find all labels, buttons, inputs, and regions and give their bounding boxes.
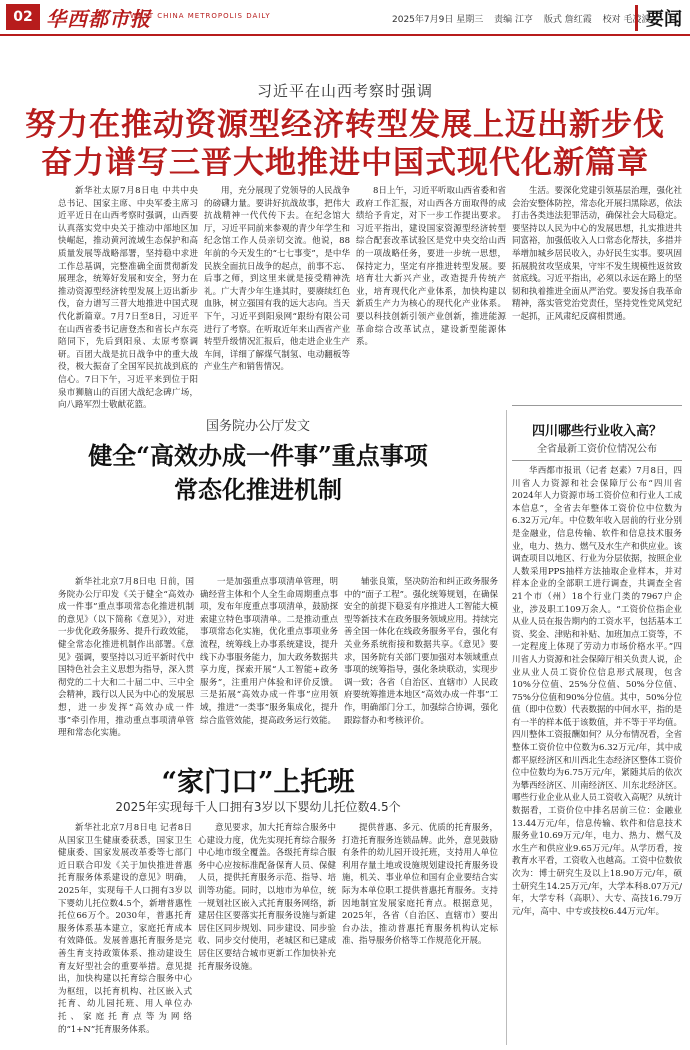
lead-column-3	[356, 185, 506, 400]
paper-logo-en: WEST CHINA METROPOLIS DAILY	[130, 12, 271, 20]
paper-logo: 华西都市报	[46, 7, 151, 31]
lead-paragraph: 用，充分展现了党领导的人民战争的磅礴力量。要讲好抗战故事，把伟大抗战精神一代代传下去。在纪念馆大厅，习近平同前来参观的青少年学生和纪念馆工作人员亲切交流。他说，88年前的今天发生的“七七事变”，是中华民族全面抗日战争的起点，前事不忘、后事之师，到这里来就是接受精神洗礼。广大青少年生逢其时，要赓续红色血脉，树立强国有我的远大志向。当天下午，习近平到阳泉网“跟纷有限公司进行了考察。在听取近年来山西省产业转型升级情况汇报后，他走进企业生产车间，详细了解煤气制氢、电动翻板等产业生产和销售情况。	[204, 186, 350, 373]
lead-paragraph: 新华社太原7月8日电 中共中央总书记、国家主席、中央军委主席习近平近日在山西考察时强调，山西要认真落实党中央关于推动中部地区加快崛起，推动黄河流域生态保护和高质量发展等战略部署，坚持稳中求进工作总基调，完整准确全面贯彻新发展理念，统筹好发展和安全，努力在推动资源型经济转型发展上迈出新步伐，奋力谱写三晋大地推进中国式现代化新篇章。7月7日至8日，习近平在山西省委书记唐登杰和省长卢东亮陪同下，先后到阳泉、太原考察调研。百团大战是抗日战争中的重大战役，极大振奋了全国军民抗战到底的信心。7日下午，习近平来到位于阳泉市狮脑山的百团大战纪念碑广场，向八路军烈士敬献花篮。	[58, 186, 198, 411]
jiamen-subtitle: 2025年实现每千人口拥有3岁以下婴幼儿托位数4.5个	[115, 800, 401, 814]
guowuyuan-paragraph: 辅张良策，坚决防治和纠正政务服务中的“面子工程”。强化统筹规划，在确保安全的前提下稳妥有序推进人工智能大模型等新技术在政务服务领域应用。持续完善全国一体化在线政务服务平台，强化有关业务系统衔接和数据共享。《意见》要求，国务院有关部门要加强对本领域重点事项的统筹指导，强化条块联动，实现步调一致；各省（自治区、直辖市）人民政府要统筹推进本地区“高效办成一件事”工作，明确部门分工，加强综合协调，强化跟踪督办和考核评价。	[344, 577, 498, 726]
guowuyuan-headline-2: 常态化推进机制	[174, 475, 342, 504]
jiamen-paragraph: 提供普惠、多元、优质的托育服务，打造托育服务连锁品牌。此外，意见鼓励有条件的幼儿园开设托班，支持用人单位利用存量土地或设施规划建设托育服务设施，机关、事业单位和国有企业要结合实际为本单位职工提供普惠托育服务。支持因地制宜发展家庭托育点。根据意见，2025年，各省（自治区、直辖市）要出台办法，推动普惠托育服务机构认定标准、指导服务价格等工作规范化开展。	[342, 823, 498, 947]
jiamen-paragraph: 意见要求，加大托育综合服务中心建设力度，优先实现托育综合服务中心地市级全覆盖。各级托育综合服务中心应按标准配备保育人员、保健人员，提供托育服务示范、指导、培训等功能。同时，以地市为单位，统一规划社区嵌入式托育服务网络，新建居住区要落实托育服务设施与新建居住区同步规划、同步建设、同步验收、同步交付使用，老城区和已建成居住区要结合城市更新工作加快补充托育服务设施。	[198, 823, 336, 972]
section-title: 要闻	[635, 5, 682, 31]
proof-credit: 校对 毛凌波	[602, 15, 651, 25]
page-header	[0, 0, 690, 36]
income-paragraph: 华西都市报讯（记者 赵素）7月8日，四川省人力资源和社会保障厅公布“四川省2024年人力资源市场工资价位和行业人工成本信息”，全省去年整体工资价位中位数为6.32万元/年。中位数年收入居前的行业分别是金融业，信息传输、软件和信息技术服务业，电力、热力、燃气及水生产和供应业。该调查项目以地区、行业为分层依据，按照企业人数采用PPS抽样方法抽取企业样本，并对样本企业的全部职工进行调查，共调查全省21个市（州）18个行业门类的7967户企业，涉及职工109万余人。“工资价位指企业从业人员在报告期内的工资水平，包括基本工资、奖金、津贴和补贴、加班加点工资等，不一定程度上体现了劳动力市场价格水平。”四川省人力资源和社会保障厅相关负责人说，企业从业人员工资价位信息形式展现，包含10%分位值、25%分位值、50%分位值、75%分位值和90%分位值。其中，50%分位值（即中位数）代表数据的中间水平，指的是有一半的样本低于该数值，并不等于平均值。四川整体工资报酬如何？从分布情况看，全省整体工资价位中位数为6.32万元/年，其中成都平原经济区和川西北生态经济区整体工资价位中位数均为6.75万元/年，紧随其后的依次为攀西经济区、川南经济区、川东北经济区。哪些行业企业从业人员工资收入高呢？从统计数据看，工资价位中排名居前三位：金融业13.44万元/年，信息传输、软件和信息技术服务业10.69万元/年，电力、热力、燃气及水生产和供应业9.65万元/年。从学历看，按教育水平看，工资收入也越高。工资中位数依次为：博士研究生及以上18.90万元/年，硕士研究生14.25万元/年，大学本科8.07万元/年，大学专科（高职）、大专、高技16.79万元/年，高中、中专或技校6.44万元/年。	[512, 466, 683, 917]
guowuyuan-paragraph: 新华社北京7月8日电 日前，国务院办公厅印发《关于健全“高效办成一件事”重点事项常态化推进机制的意见》（以下简称《意见》），对进一步优化政务服务、提升行政效能，健全常态化推进机制作出部署。《意见》强调，要坚持以习近平新时代中国特色社会主义思想为指导，深入贯彻党的二十大和二十届二中、三中全会精神，践行以人民为中心的发展思想，进一步发挥“高效办成一件事”牵引作用，推动重点事项清单管理和常态化实施。	[58, 577, 195, 739]
jiamen-column-2	[198, 822, 336, 1042]
lead-paragraph: 8日上午，习近平听取山西省委和省政府工作汇报，对山西各方面取得的成绩给予肯定，对下一步工作提出要求。习近平指出，建设国家资源型经济转型综合配套改革试验区是党中央交给山西的一项战略任务，要进一步统一思想，保持定力，坚定有序推进转型发展。要培育壮大新兴产业，改造提升传统产业，培育现代化产业体系，加快构建以新质生产力为核心的现代化产业体系。要以科技创新引领产业创新，推进能源革命综合改革试点，建设新型能源体系。	[356, 186, 506, 348]
page-number: 02	[6, 4, 40, 30]
divider	[512, 405, 682, 406]
income-column	[512, 465, 682, 1045]
guowuyuan-headline-1: 健全“高效办成一件事”重点事项	[88, 441, 428, 470]
lead-paragraph: 生活。要深化党建引领基层治理，强化社会治安整体防控，常态化开展扫黑除恶，依法打击各类违法犯罪活动，确保社会大局稳定。要坚持以人民为中心的发展思想，扎实推进共同富裕，加强低收入人口常态化帮扶，多措并举增加城乡居民收入，办好民生实事。要巩固拓展脱贫攻坚成果，守牢不发生规模性返贫致贫底线。习近平指出，必须以永远在路上的坚韧和执着推进全面从严治党。要发扬自我革命精神，落实管党治党责任，坚持党性党风党纪一起抓，正风肃纪反腐相贯通。	[512, 186, 683, 322]
guowuyuan-column-1	[58, 576, 194, 746]
jiamen-column-3	[342, 822, 498, 1042]
income-headline: 四川哪些行业收入高？	[531, 424, 662, 439]
lead-headline-1: 努力在推动资源型经济转型发展上迈出新步伐	[25, 107, 665, 143]
jiamen-headline: “家门口”上托班	[161, 767, 355, 798]
lead-column-4	[512, 185, 682, 400]
column-divider	[506, 410, 507, 1045]
lead-headline-2: 奋力谱写三晋大地推进中国式现代化新篇章	[41, 145, 649, 181]
lead-column-2	[204, 185, 350, 400]
jiamen-column-1	[58, 822, 192, 1042]
issue-date: 2025年7月9日 星期三	[392, 15, 484, 25]
page-meta	[392, 12, 658, 25]
income-subtitle: 全省最新工资价位情况公布	[537, 444, 657, 455]
guowuyuan-column-3	[344, 576, 498, 746]
guowuyuan-column-2	[200, 576, 338, 746]
jiamen-paragraph: 新华社北京7月8日电 记者8日从国家卫生健康委获悉，国家卫生健康委、国家发展改革委等七部门近日联合印发《关于加快推进普惠托育服务体系建设的意见》明确，2025年，实现每千人口拥有3岁以下婴幼儿托位数4.5个，新增普惠性托位66万个。2030年，普惠托育服务体系基本建立，家庭托育成本有效降低。发展普惠托育服务是完善生育支持政策体系、推动建设生育友好型社会的重要举措。意见提出，加快构建以托育综合服务中心为枢纽，以托育机构、社区嵌入式托育、幼儿园托班、用人单位办托、家庭托育点等为网络的“1+N”托育服务体系。	[58, 823, 192, 1035]
divider	[512, 460, 682, 461]
editor-credit: 责编 江亨	[494, 15, 533, 25]
layout-credit: 版式 詹红霞	[543, 15, 592, 25]
guowuyuan-paragraph: 一是加强重点事项清单管理，明确经营主体和个人全生命周期重点事项，发布年度重点事项清单，鼓励探索建立特色事项清单。二是推动重点事项常态化实施，优化重点事项业务流程，统筹线上办事系统建设，提升线下办事服务能力，加大政务数据共享力度，探索开展“人工智能+政务服务”，注重用户体验和评价反馈。三是拓展“高效办成一件事”应用领域，推进“一类事”服务集成化，提升综合监管效能，提高政务运行效能。	[200, 577, 338, 726]
lead-column-1	[58, 185, 198, 411]
guowuyuan-subtitle: 国务院办公厅发文	[205, 419, 310, 434]
lead-subtitle: 习近平在山西考察时强调	[256, 82, 433, 100]
